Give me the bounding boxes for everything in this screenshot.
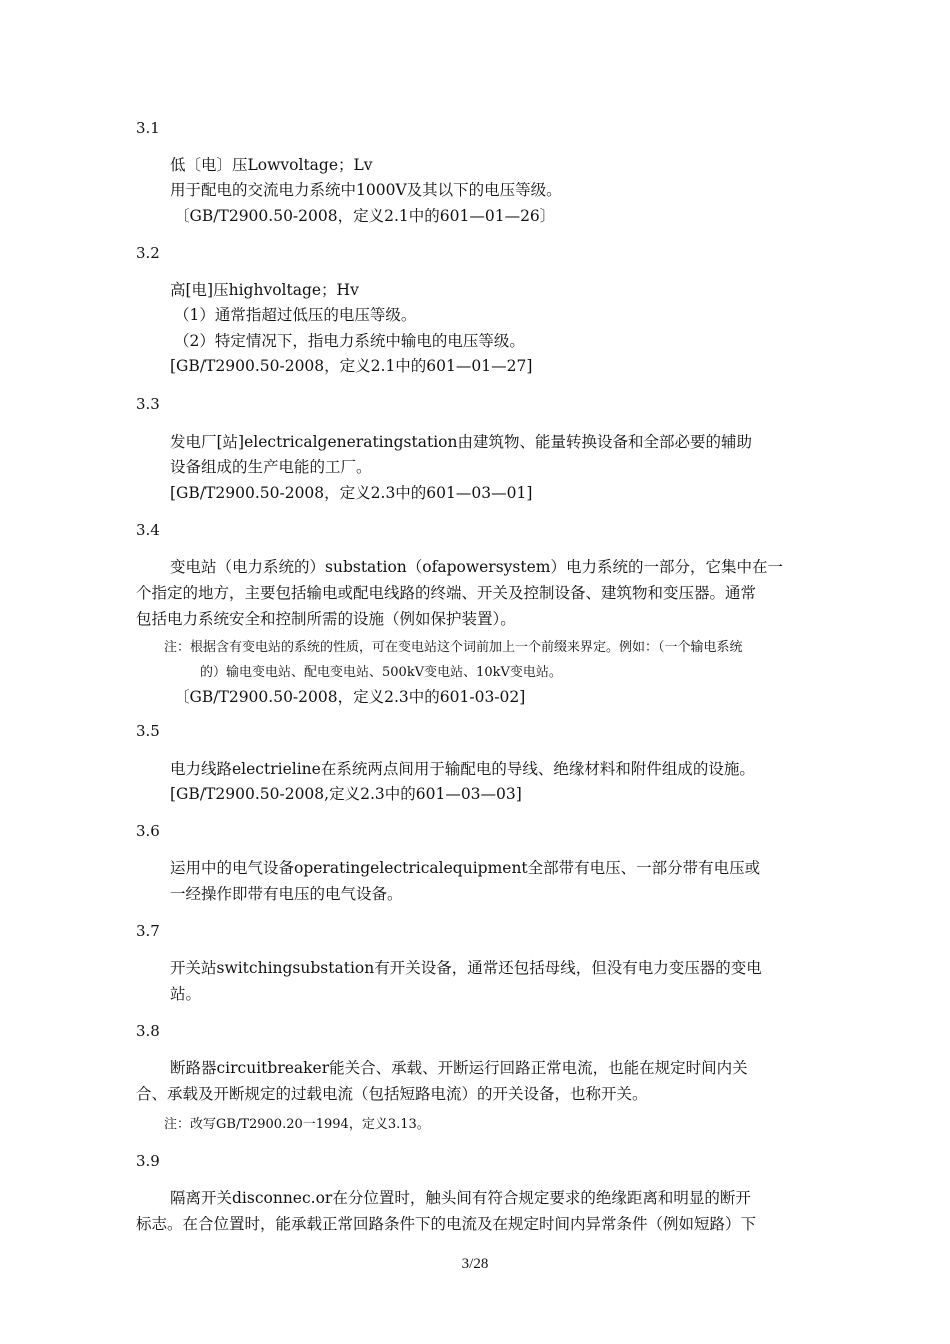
definition-line: 标志。在合位置时，能承载正常回路条件下的电流及在规定时间内异常条件（例如短路）下: [136, 1215, 757, 1233]
term-line: 低〔电〕压Lowvoltage；Lv: [170, 156, 373, 174]
definition-line: 合、承载及开断规定的过载电流（包括短路电流）的开关设备，也称开关。: [136, 1085, 648, 1103]
definition-line: 隔离开关disconnec.or在分位置时，触头间有符合规定要求的绝缘距离和明显的断开: [170, 1189, 751, 1207]
section-number: 3.4: [136, 521, 160, 539]
definition-line: （1）通常指超过低压的电压等级。: [174, 306, 417, 324]
definition-line: 包括电力系统安全和控制所需的设施（例如保护装置）。: [136, 610, 516, 628]
note-line: 注：改写GB/T2900.20一1994，定义3.13。: [164, 1117, 430, 1132]
section-number: 3.6: [136, 822, 160, 840]
definition-line: 运用中的电气设备operatingelectricalequipment全部带有电压、一部分带有电压或: [170, 859, 761, 877]
section-number: 3.5: [136, 722, 160, 740]
page-number: 3/28: [461, 1256, 489, 1272]
definition-line: 开关站switchingsubstation有开关设备，通常还包括母线，但没有电力变压器的变电: [170, 959, 762, 977]
section-number: 3.9: [136, 1152, 160, 1170]
reference-line: 〔GB/T2900.50-2008，定义2.1中的601—01—26〕: [174, 207, 556, 225]
section-number: 3.2: [136, 244, 160, 262]
note-line: 注：根据含有变电站的系统的性质，可在变电站这个词前加上一个前缀来界定。例如：（一个输电系统: [164, 640, 743, 655]
reference-line: [GB/T2900.50-2008，定义2.3中的601—03—01]: [170, 484, 533, 502]
term-line: 高[电]压highvoltage；Hv: [170, 281, 359, 299]
definition-line: 电力线路electrieline在系统两点间用于输配电的导线、绝缘材料和附件组成的设施。: [170, 760, 755, 778]
definition-line: 变电站（电力系统的）substation（ofapowersystem）电力系统的一部分，它集中在一: [170, 558, 783, 576]
definition-line: （2）特定情况下，指电力系统中输电的电压等级。: [174, 332, 525, 350]
reference-line: 〔GB/T2900.50-2008，定义2.3中的601-03-02]: [174, 688, 526, 706]
definition-line: 发电厂[站]electricalgeneratingstation由建筑物、能量转换设备和全部必要的辅助: [170, 433, 752, 451]
definition-line: 站。: [170, 985, 202, 1003]
definition-line: 个指定的地方，主要包括输电或配电线路的终端、开关及控制设备、建筑物和变压器。通常: [136, 584, 757, 602]
reference-line: [GB/T2900.50-2008，定义2.1中的601—01—27]: [170, 357, 533, 375]
definition-line: 设备组成的生产电能的工厂。: [170, 458, 372, 476]
note-line: 的）输电变电站、配电变电站、500kV变电站、10kV变电站。: [200, 665, 562, 680]
section-number: 3.3: [136, 395, 160, 413]
definition-line: 断路器circuitbreaker能关合、承载、开断运行回路正常电流，也能在规定时间内关: [170, 1059, 748, 1077]
reference-line: [GB/T2900.50-2008,定义2.3中的601—03—03]: [170, 785, 522, 803]
definition-line: 一经操作即带有电压的电气设备。: [170, 885, 403, 903]
section-number: 3.8: [136, 1022, 160, 1040]
definition-line: 用于配电的交流电力系统中1000V及其以下的电压等级。: [170, 181, 562, 199]
section-number: 3.1: [136, 119, 160, 137]
section-number: 3.7: [136, 922, 160, 940]
